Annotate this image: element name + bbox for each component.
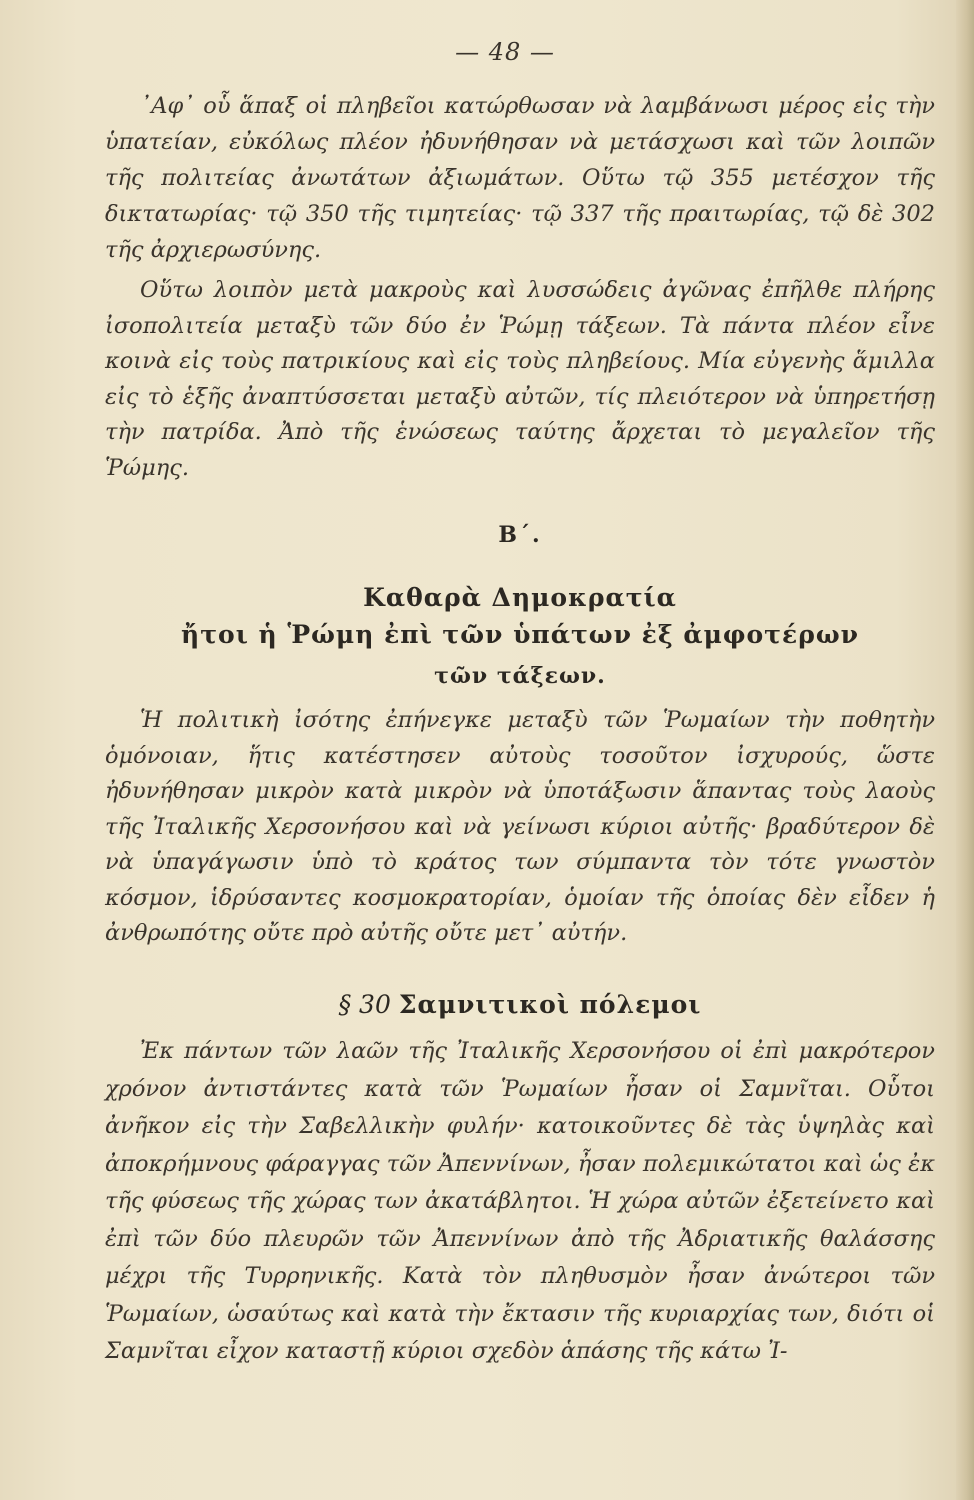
page-number: — 48 — <box>455 38 555 66</box>
section-number: § 30 <box>338 990 391 1019</box>
section-30-heading <box>0 990 974 1019</box>
page-edge-shadow <box>956 0 974 1500</box>
section-title-line-3: τῶν τάξεων. <box>434 663 606 689</box>
section-label: Β΄. <box>498 522 542 548</box>
section-title: Σαμνιτικοὶ πόλεμοι <box>398 990 702 1019</box>
paragraph-samnites <box>105 1033 935 1371</box>
paragraph-political-equality <box>105 703 935 952</box>
paragraph-text: ᾿Αφ᾿ οὗ ἅπαξ οἱ πληβεῖοι κατώρθωσαν νὰ λαμβάνωσι μέρος εἰς τὴν ὑπατείαν, εὐκόλως πλέον ἠδυνήθησαν νὰ μετάσχωσι καὶ τῶν λοιπῶν τῆς πολιτείας ἀνωτάτων ἀξιωμάτων. Οὕτω τῷ 355 μετέσχον τῆς δικτατωρίας· τῷ 350 τῆς τιμητείας· τῷ 337 τῆς πραιτωρίας, τῷ δὲ 302 τῆς ἀρχιερωσύνης. <box>105 93 935 263</box>
paragraph-equality <box>105 273 935 486</box>
section-title-line-1: Καθαρὰ Δημοκρατία <box>363 583 677 612</box>
paragraph-plebeian-offices <box>105 88 935 268</box>
section-title-line-2: ἤτοι ἡ Ῥώμη ἐπὶ τῶν ὑπάτων ἐξ ἀμφοτέρων <box>181 620 859 649</box>
paragraph-text: Ἡ πολιτικὴ ἰσότης ἐπήνεγκε μεταξὺ τῶν Ῥωμαίων τὴν ποθητὴν ὁμόνοιαν, ἥτις κατέστησεν αὐτοὺς τοσοῦτον ἰσχυρούς, ὥστε ἠδυνήθησαν μικρὸν κατὰ μικρὸν νὰ ὑποτάξωσιν ἅπαντας τοὺς λαοὺς τῆς Ἰταλικῆς Χερσονήσου καὶ νὰ γείνωσι κύριοι αὐτῆς· βραδύτερον δὲ νὰ ὑπαγάγωσιν ὑπὸ τὸ κράτος των σύμπαντα τὸν τότε γνωστὸν κόσμον, ἱδρύσαντες κοσμοκρατορίαν, ὁμοίαν τῆς ὁποίας δὲν εἶδεν ἡ ἀνθρωπότης οὔτε πρὸ αὐτῆς οὔτε μετ᾿ αὐτήν. <box>105 707 935 946</box>
paragraph-text: Ἐκ πάντων τῶν λαῶν τῆς Ἰταλικῆς Χερσονήσου οἱ ἐπὶ μακρότερον χρόνον ἀντιστάντες κατὰ τῶν Ῥωμαίων ἦσαν οἱ Σαμνῖται. Οὗτοι ἀνῆκον εἰς τὴν Σαβελλικὴν φυλήν· κατοικοῦντες δὲ τὰς ὑψηλὰς καὶ ἀποκρήμνους φάραγγας τῶν Ἀπεννίνων, ἦσαν πολεμικώτατοι καὶ ὡς ἐκ τῆς φύσεως τῆς χώρας των ἀκατάβλητοι. Ἡ χώρα αὐτῶν ἐξετείνετο καὶ ἐπὶ τῶν δύο πλευρῶν τῶν Ἀπεννίνων ἀπὸ τῆς Ἀδριατικῆς θαλάσσης μέχρι τῆς Τυρρηνικῆς. Κατὰ τὸν πληθυσμὸν ἦσαν ἀνώτεροι τῶν Ῥωμαίων, ὡσαύτως καὶ κατὰ τὴν ἔκτασιν τῆς κυριαρχίας των, διότι οἱ Σαμνῖται εἶχον καταστῇ κύριοι σχεδὸν ἁπάσης τῆς κάτω Ἰ- <box>105 1038 935 1364</box>
paragraph-text: Οὕτω λοιπὸν μετὰ μακροὺς καὶ λυσσώδεις ἀγῶνας ἐπῆλθε πλήρης ἰσοπολιτεία μεταξὺ τῶν δύο ἐν Ῥώμῃ τάξεων. Τὰ πάντα πλέον εἶνε κοινὰ εἰς τοὺς πατρικίους καὶ εἰς τοὺς πληβείους. Μία εὐγενὴς ἅμιλλα εἰς τὸ ἑξῆς ἀναπτύσσεται μεταξὺ αὐτῶν, τίς πλειότερον νὰ ὑπηρετήσῃ τὴν πατρίδα. Ἀπὸ τῆς ἑνώσεως ταύτης ἄρχεται τὸ μεγαλεῖον τῆς Ῥώμης. <box>105 277 935 481</box>
